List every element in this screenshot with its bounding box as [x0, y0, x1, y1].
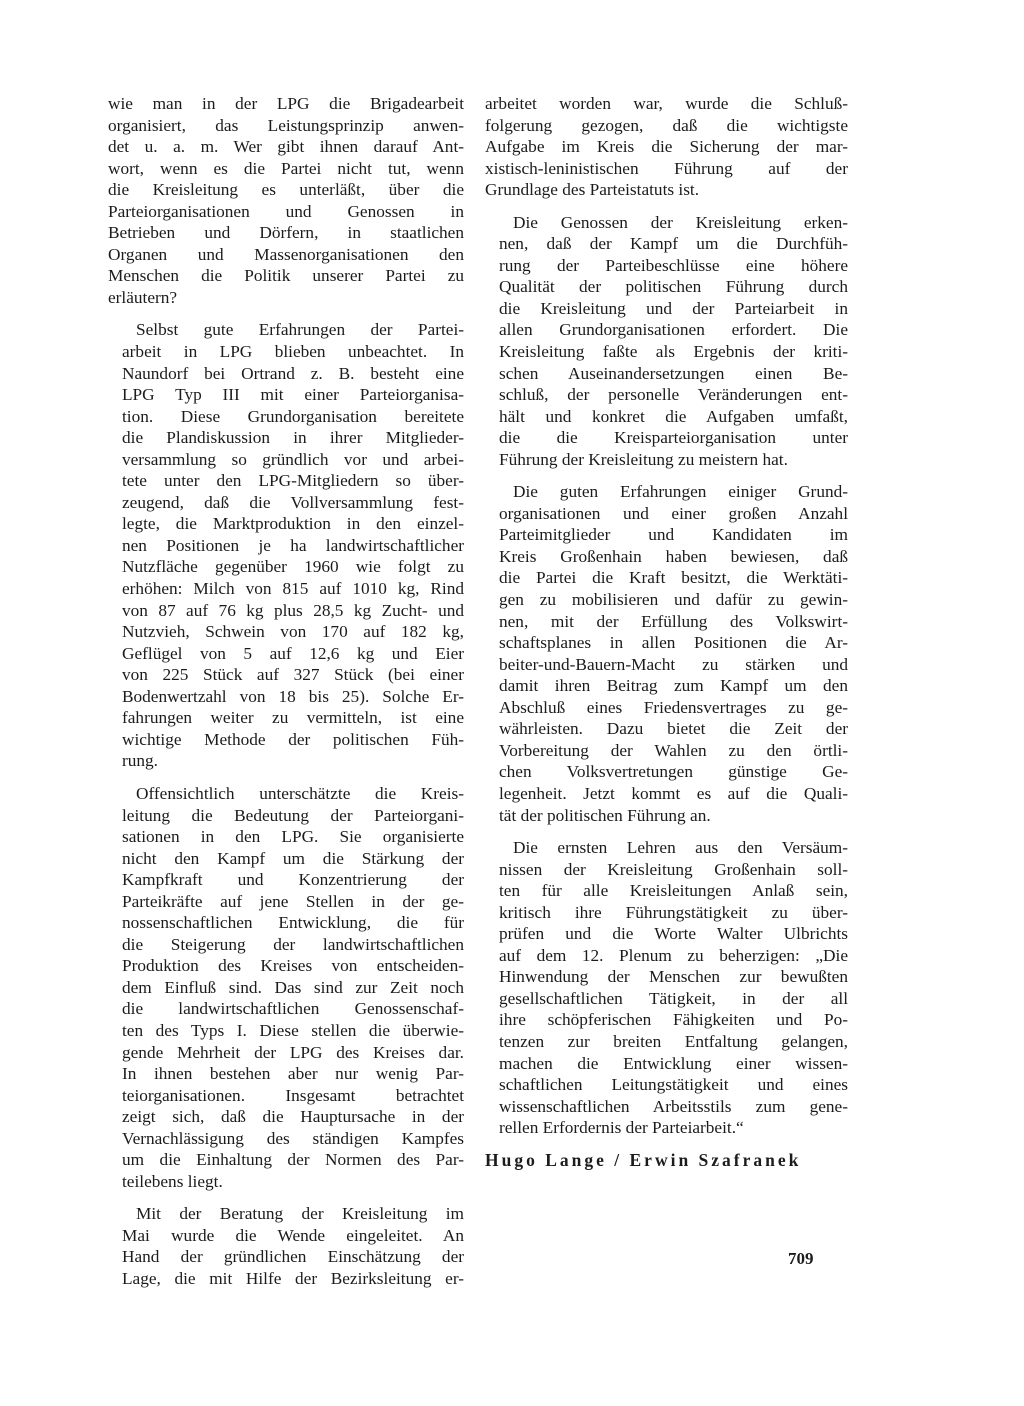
- text-line: Hinwendung der Menschen zur bewußten: [499, 967, 848, 987]
- text-line: nossenschaftlichen Entwicklung, die für: [122, 913, 464, 933]
- text-line: ten des Typs I. Diese stellen die überwie-: [122, 1020, 464, 1040]
- text-line: teilebens liegt.: [122, 1171, 223, 1191]
- text-line: wissenschaftlichen Arbeitsstils zum gene-: [499, 1096, 848, 1116]
- text-line: Menschen die Politik unserer Partei zu: [108, 266, 464, 286]
- text-line: Parteimitglieder und Kandidaten im: [499, 525, 848, 545]
- text-line: versammlung so gründlich vor und arbei-: [122, 449, 464, 469]
- paragraph: [108, 319, 464, 771]
- text-line: nicht den Kampf um die Stärkung der: [122, 848, 464, 868]
- text-line: nissen der Kreisleitung Großenhain soll-: [499, 859, 848, 879]
- text-line: Selbst gute Erfahrungen der Partei-: [136, 320, 464, 340]
- paragraph: [108, 1203, 464, 1289]
- text-line: von 87 auf 76 kg plus 28,5 kg Zucht- und: [122, 600, 464, 620]
- text-line: gende Mehrheit der LPG des Kreises dar.: [122, 1042, 464, 1062]
- author-signature: Hugo Lange / Erwin Szafranek: [485, 1149, 802, 1170]
- text-line: nen, daß der Kampf um die Durchfüh-: [499, 234, 848, 254]
- text-line: organisationen und einer großen Anzahl: [499, 503, 848, 523]
- text-line: Vernachlässigung des ständigen Kampfes: [122, 1128, 464, 1148]
- text-line: tenzen zur breiten Entfaltung gelangen,: [499, 1031, 848, 1051]
- text-line: Offensichtlich unterschätzte die Kreis-: [136, 783, 464, 803]
- text-line: tät der politischen Führung an.: [499, 805, 711, 825]
- text-line: hält und konkret die Aufgaben umfaßt,: [499, 406, 848, 426]
- text-line: erläutern?: [108, 287, 178, 307]
- text-line: fahrungen weiter zu vermitteln, ist eine: [122, 708, 464, 728]
- text-line: ihre schöpferischen Fähigkeiten und Po-: [499, 1010, 848, 1030]
- text-line: Bodenwertzahl von 18 bis 25). Solche Er-: [122, 686, 464, 706]
- text-line: kritisch ihre Führungstätigkeit zu über-: [499, 902, 848, 922]
- text-line: wie man in der LPG die Brigadearbeit: [108, 94, 464, 113]
- paragraph: [485, 93, 848, 201]
- text-line: folgerung gezogen, daß die wichtigste: [485, 115, 848, 135]
- text-line: xistisch-leninistischen Führung auf der: [485, 158, 848, 178]
- text-line: von 225 Stück auf 327 Stück (bei einer: [122, 665, 464, 685]
- text-line: Führung der Kreisleitung zu meistern hat.: [499, 449, 788, 469]
- paragraph: [485, 837, 848, 1139]
- text-line: Geflügel von 5 auf 12,6 kg und Eier: [122, 643, 464, 663]
- text-line: prüfen und die Worte Walter Ulbrichts: [499, 924, 848, 944]
- text-line: Abschluß eines Friedensvertrages zu ge-: [499, 697, 848, 717]
- text-line: währleisten. Dazu bietet die Zeit der: [499, 719, 848, 739]
- text-line: Kampfkraft und Konzentrierung der: [122, 870, 464, 890]
- text-line: Qualität der politischen Führung durch: [499, 277, 848, 297]
- text-line: dem Einfluß sind. Das sind zur Zeit noch: [122, 977, 464, 997]
- text-line: Kreis Großenhain haben bewiesen, daß: [499, 546, 848, 566]
- text-line: schaftlichen Leitungstätigkeit und eines: [499, 1075, 848, 1095]
- text-line: nen, mit der Erfüllung des Volkswirt-: [499, 611, 848, 631]
- text-line: Aufgabe im Kreis die Sicherung der mar-: [485, 137, 848, 157]
- text-line: legenheit. Jetzt kommt es auf die Quali-: [499, 783, 848, 803]
- text-line: arbeit in LPG blieben unbeachtet. In: [122, 342, 464, 362]
- text-line: zeigt sich, daß die Hauptursache in der: [122, 1107, 464, 1127]
- text-line: machen die Entwicklung einer wissen-: [499, 1053, 848, 1073]
- text-line: nen Positionen je ha landwirtschaftlicher: [122, 535, 464, 555]
- text-line: die Partei die Kraft besitzt, die Werktäti-: [499, 568, 848, 588]
- text-line: die die Kreisparteiorganisation unter: [499, 428, 848, 448]
- text-line: erhöhen: Milch von 815 auf 1010 kg, Rind: [122, 579, 464, 599]
- text-line: rung der Parteibeschlüsse eine höhere: [499, 255, 848, 275]
- text-line: Die Genossen der Kreisleitung erken-: [513, 212, 848, 232]
- text-line: LPG Typ III mit einer Parteiorganisa-: [122, 385, 464, 405]
- text-line: organisiert, das Leistungsprinzip anwen-: [108, 115, 464, 135]
- text-line: die Plandiskussion in ihrer Mitglieder-: [122, 428, 464, 448]
- paragraph: [485, 212, 848, 471]
- text-line: gen zu mobilisieren und dafür zu gewin-: [499, 590, 848, 610]
- text-line: sationen in den LPG. Sie organisierte: [122, 827, 464, 847]
- text-line: tion. Diese Grundorganisation bereitete: [122, 406, 464, 426]
- left-column: [108, 93, 464, 1290]
- text-line: die landwirtschaftlichen Genossenschaf-: [122, 999, 464, 1019]
- text-line: Parteiorganisationen und Genossen in: [108, 201, 464, 221]
- text-line: schaftsplanes in allen Positionen die Ar-: [499, 633, 848, 653]
- text-line: zeugend, daß die Vollversammlung fest-: [122, 492, 464, 512]
- text-line: auf dem 12. Plenum zu beherzigen: „Die: [499, 945, 848, 965]
- text-line: Nutzfläche gegenüber 1960 wie folgt zu: [122, 557, 464, 577]
- text-line: schluß, der personelle Veränderungen ent-: [499, 385, 848, 405]
- paragraph: [108, 93, 464, 308]
- text-line: Mit der Beratung der Kreisleitung im: [136, 1204, 464, 1224]
- text-line: legte, die Marktproduktion in den einzel-: [122, 514, 464, 534]
- text-line: leitung die Bedeutung der Parteiorgani-: [122, 805, 464, 825]
- text-line: Hand der gründlichen Einschätzung der: [122, 1247, 464, 1267]
- text-line: die Kreisleitung und der Parteiarbeit in: [499, 298, 848, 318]
- text-line: Die ernsten Lehren aus den Versäum-: [513, 838, 848, 858]
- text-line: Grundlage des Parteistatuts ist.: [485, 180, 700, 200]
- text-line: Die guten Erfahrungen einiger Grund-: [513, 482, 848, 502]
- text-line: Vorbereitung der Wahlen zu den örtli-: [499, 740, 848, 760]
- text-line: ten für alle Kreisleitungen Anlaß sein,: [499, 881, 848, 901]
- text-line: Naundorf bei Ortrand z. B. besteht eine: [122, 363, 464, 383]
- text-line: Produktion des Kreises von entscheiden-: [122, 956, 464, 976]
- text-line: gesellschaftlichen Tätigkeit, in der all: [499, 988, 848, 1008]
- text-line: damit ihren Beitrag zum Kampf um den: [499, 676, 848, 696]
- text-line: Lage, die mit Hilfe der Bezirksleitung er-: [122, 1268, 464, 1288]
- text-line: tete unter den LPG-Mitgliedern so über-: [122, 471, 464, 491]
- text-line: rellen Erfordernis der Parteiarbeit.“: [499, 1118, 744, 1138]
- text-line: arbeitet worden war, wurde die Schluß-: [485, 94, 848, 113]
- text-line: Parteikräfte auf jene Stellen in der ge-: [122, 891, 464, 911]
- text-line: Nutzvieh, Schwein von 170 auf 182 kg,: [122, 622, 464, 642]
- text-line: die Steigerung der landwirtschaftlichen: [122, 934, 464, 954]
- text-line: teiorganisationen. Insgesamt betrachtet: [122, 1085, 464, 1105]
- text-line: rung.: [122, 751, 158, 771]
- paragraph: [108, 783, 464, 1192]
- text-line: Kreisleitung faßte als Ergebnis der kriti-: [499, 342, 848, 362]
- page-number: 709: [788, 1249, 814, 1268]
- text-line: wichtige Methode der politischen Füh-: [122, 729, 464, 749]
- right-column: [485, 93, 848, 1171]
- text-line: beiter-und-Bauern-Macht zu stärken und: [499, 654, 848, 674]
- text-line: allen Grundorganisationen erfordert. Die: [499, 320, 848, 340]
- text-line: det u. a. m. Wer gibt ihnen darauf Ant-: [108, 137, 464, 157]
- text-line: schen Auseinandersetzungen einen Be-: [499, 363, 848, 383]
- text-line: chen Volksvertretungen günstige Ge-: [499, 762, 848, 782]
- text-line: die Kreisleitung es unterläßt, über die: [108, 180, 464, 200]
- paragraph: [485, 481, 848, 826]
- text-line: In ihnen bestehen aber nur wenig Par-: [122, 1064, 464, 1084]
- text-line: Organen und Massenorganisationen den: [108, 244, 464, 264]
- text-line: um die Einhaltung der Normen des Par-: [122, 1150, 464, 1170]
- text-line: Betrieben und Dörfern, in staatlichen: [108, 223, 464, 243]
- text-line: wort, wenn es die Partei nicht tut, wenn: [108, 158, 464, 178]
- text-line: Mai wurde die Wende eingeleitet. An: [122, 1225, 464, 1245]
